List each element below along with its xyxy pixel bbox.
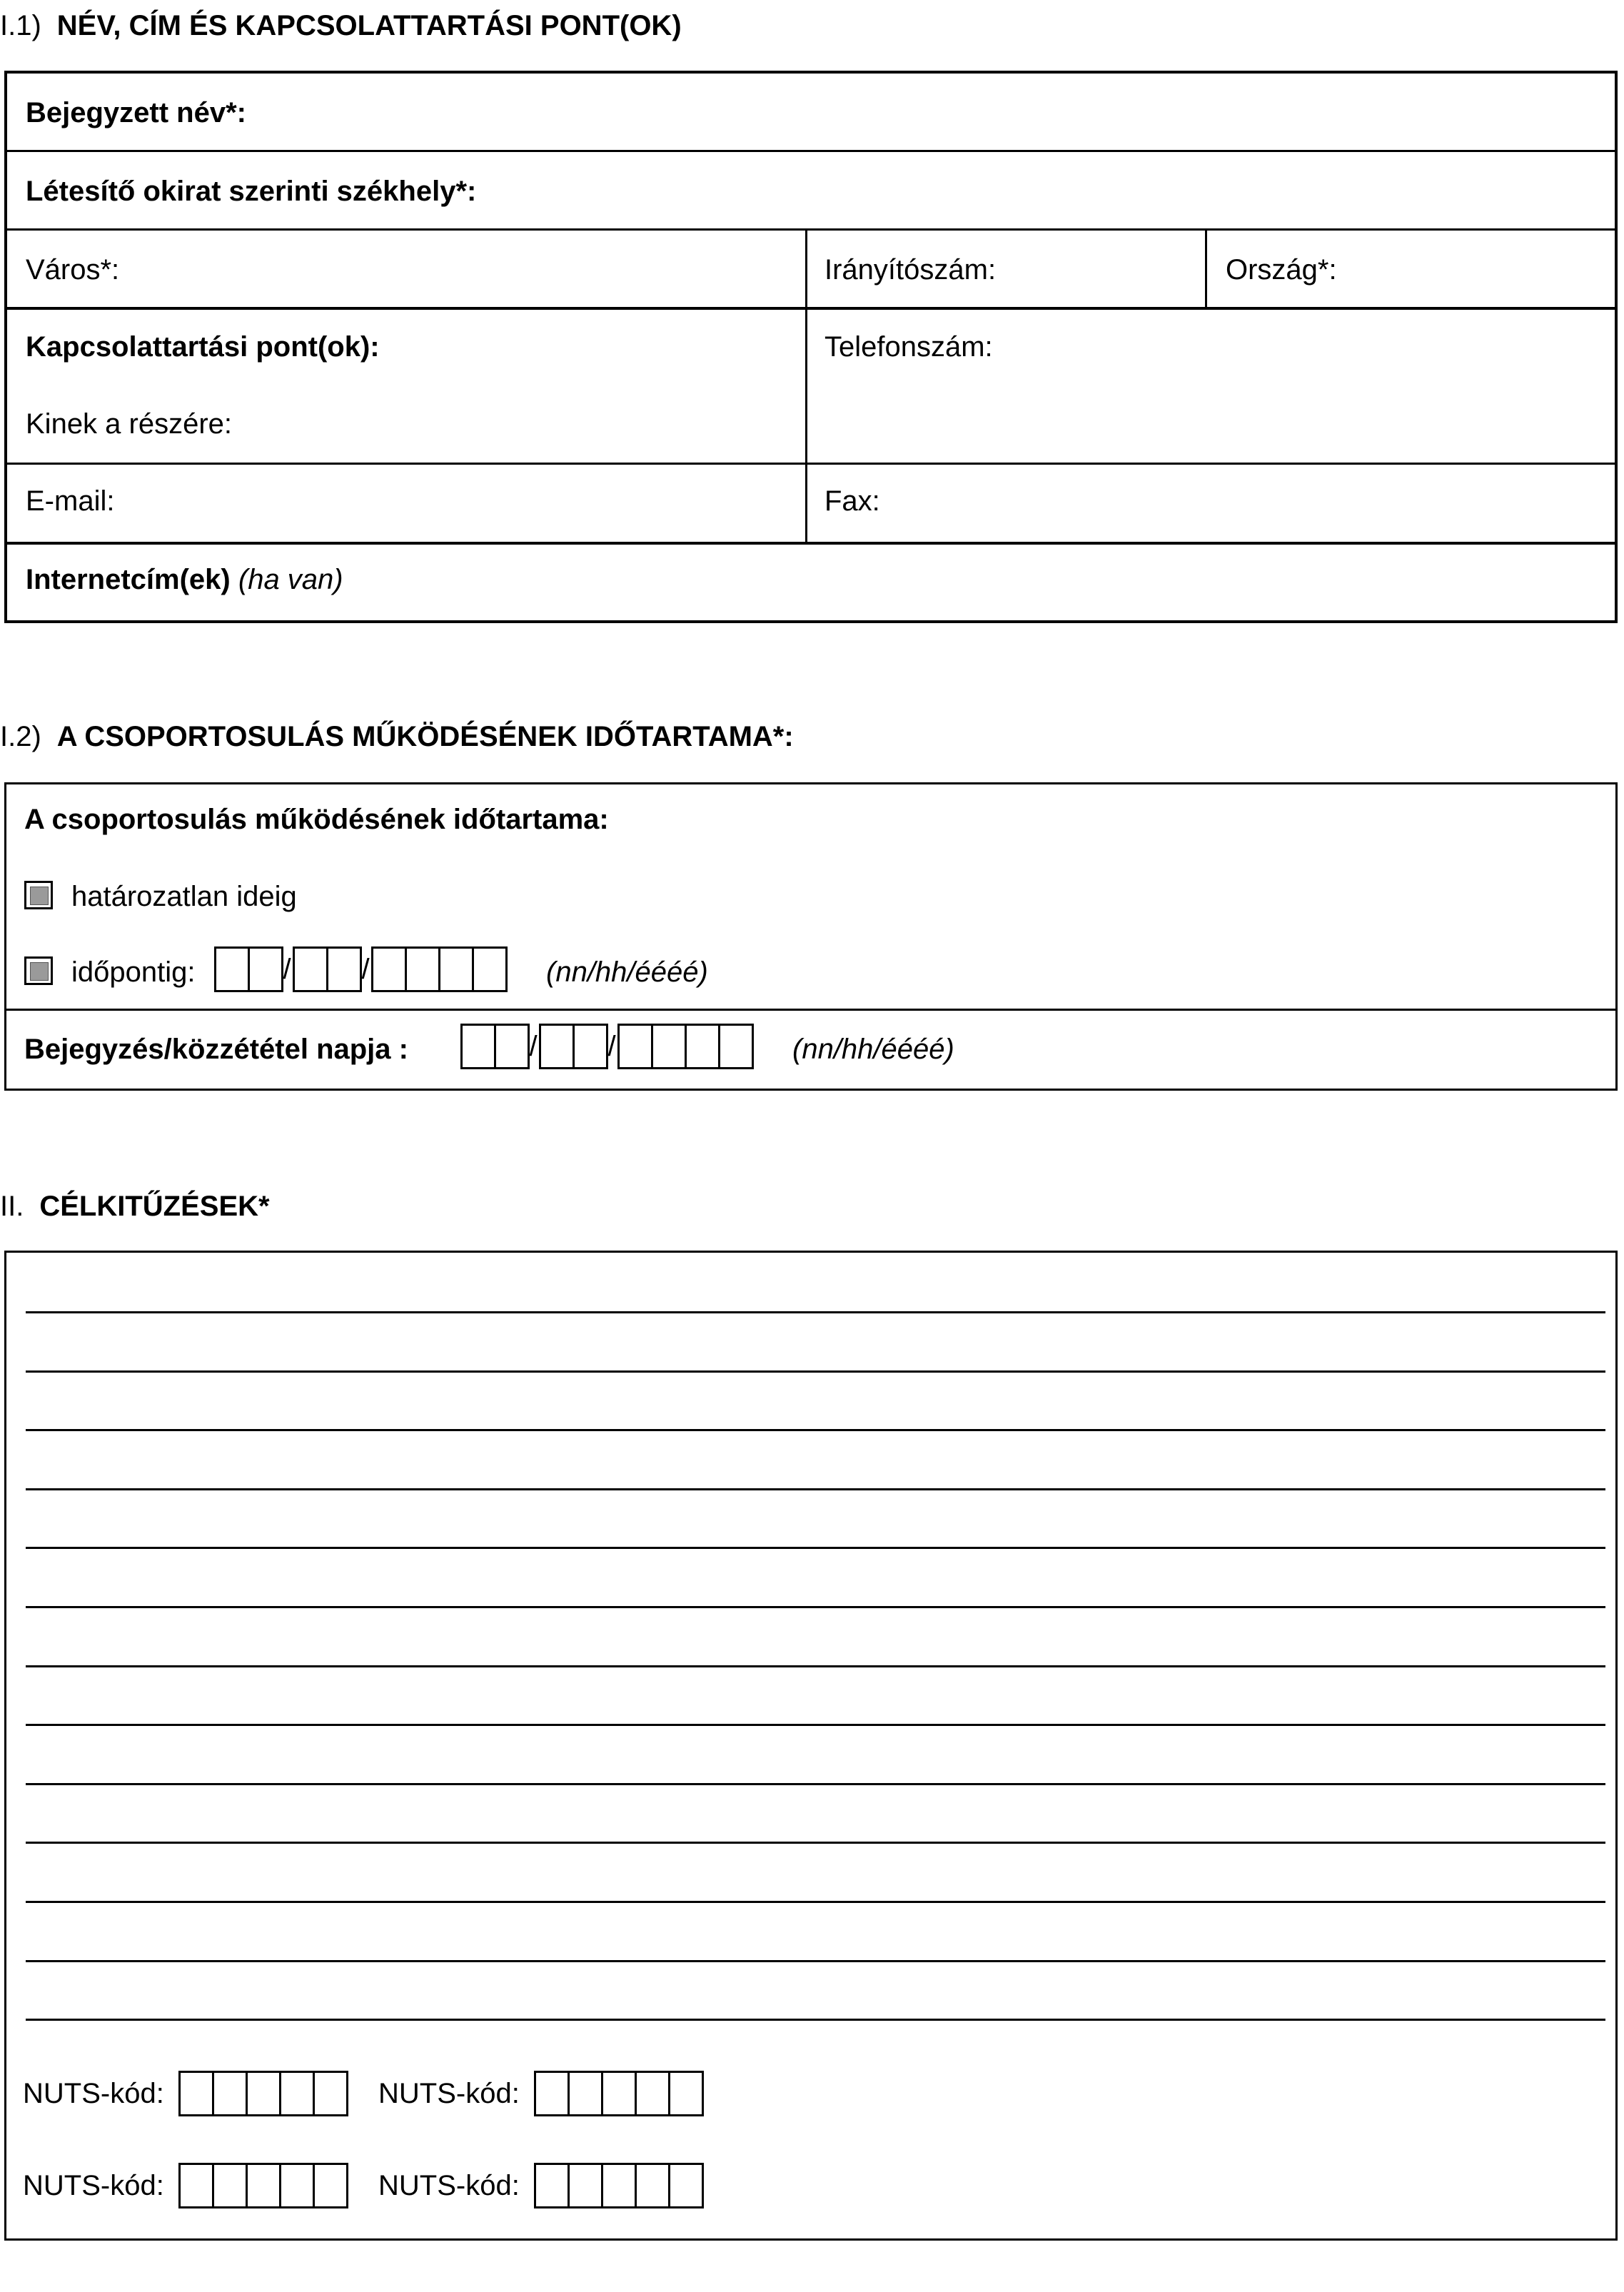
nuts-digit-box[interactable]	[279, 2163, 315, 2208]
writing-line[interactable]	[26, 1724, 1605, 1726]
nuts-digit-box[interactable]	[568, 2071, 603, 2116]
divider	[1205, 228, 1207, 308]
month-digit-box[interactable]	[326, 946, 362, 992]
indefinite-checkbox[interactable]	[24, 881, 53, 909]
nuts-digit-box[interactable]	[246, 2163, 281, 2208]
telephone-field[interactable]: Telefonszám:	[824, 331, 993, 363]
writing-line[interactable]	[26, 1665, 1605, 1667]
nuts-digit-box[interactable]	[212, 2163, 248, 2208]
day-digit-box[interactable]	[214, 946, 250, 992]
writing-line[interactable]	[26, 1901, 1605, 1903]
year-digit-box[interactable]	[371, 946, 407, 992]
internet-label: Internetcím(ek)	[26, 564, 231, 595]
email-field[interactable]: E-mail:	[26, 485, 115, 517]
month-digit-box[interactable]	[539, 1024, 575, 1069]
month-digit-box[interactable]	[293, 946, 328, 992]
writing-line[interactable]	[26, 1488, 1605, 1490]
nuts-digit-box[interactable]	[313, 2163, 348, 2208]
indefinite-label: határozatlan ideig	[71, 881, 297, 912]
registered-name-field[interactable]: Bejegyzett név*:	[26, 97, 246, 128]
until-date-format: (nn/hh/éééé)	[546, 956, 708, 988]
date-separator: /	[607, 1031, 616, 1062]
nuts-digit-box[interactable]	[279, 2071, 315, 2116]
nuts-digit-box[interactable]	[601, 2071, 637, 2116]
writing-line[interactable]	[26, 1606, 1605, 1608]
section-1-title: NÉV, CÍM ÉS KAPCSOLATTARTÁSI PONT(OK)	[56, 10, 682, 41]
day-digit-box[interactable]	[494, 1024, 530, 1069]
duration-label: A csoportosulás működésének időtartama:	[24, 804, 609, 835]
contact-points-label: Kapcsolattartási pont(ok):	[26, 331, 380, 363]
writing-line[interactable]	[26, 1547, 1605, 1549]
divider	[4, 542, 1618, 545]
nuts-digit-box[interactable]	[534, 2071, 570, 2116]
section-2-title: A CSOPORTOSULÁS MŰKÖDÉSÉNEK IDŐTARTAMA*:	[56, 721, 794, 752]
year-digit-box[interactable]	[685, 1024, 720, 1069]
section-1-heading	[0, 10, 682, 42]
nuts-label: NUTS-kód:	[23, 2169, 164, 2201]
registration-date-input[interactable]	[460, 1024, 752, 1069]
registration-date-label: Bejegyzés/közzététel napja :	[24, 1034, 408, 1065]
section-3-title: CÉLKITŰZÉSEK*	[39, 1191, 270, 1222]
nuts-code-field[interactable]	[23, 2071, 346, 2116]
nuts-code-field[interactable]	[378, 2071, 702, 2116]
internet-note: (ha van)	[238, 564, 343, 595]
divider	[4, 1009, 1618, 1011]
nuts-digit-box[interactable]	[668, 2071, 704, 2116]
nuts-digit-box[interactable]	[178, 2071, 214, 2116]
date-separator: /	[529, 1031, 538, 1062]
writing-line[interactable]	[26, 1370, 1605, 1373]
divider	[4, 228, 1618, 231]
nuts-digit-box[interactable]	[178, 2163, 214, 2208]
until-label: időpontig:	[71, 956, 196, 988]
registration-date-format: (nn/hh/éééé)	[792, 1034, 954, 1065]
writing-line[interactable]	[26, 1842, 1605, 1844]
writing-line[interactable]	[26, 1960, 1605, 1962]
divider	[4, 307, 1618, 310]
year-digit-box[interactable]	[651, 1024, 687, 1069]
nuts-label: NUTS-kód:	[23, 2077, 164, 2109]
nuts-digit-box[interactable]	[635, 2163, 670, 2208]
nuts-digit-box[interactable]	[534, 2163, 570, 2208]
month-digit-box[interactable]	[573, 1024, 608, 1069]
fax-field[interactable]: Fax:	[824, 485, 880, 517]
nuts-digit-box[interactable]	[212, 2071, 248, 2116]
date-separator: /	[283, 954, 291, 985]
nuts-digit-box[interactable]	[601, 2163, 637, 2208]
nuts-code-field[interactable]	[378, 2163, 702, 2208]
year-digit-box[interactable]	[405, 946, 440, 992]
until-date-input[interactable]	[214, 946, 505, 992]
nuts-digit-box[interactable]	[635, 2071, 670, 2116]
city-field[interactable]: Város*:	[26, 254, 120, 286]
section-3-number: II.	[0, 1191, 24, 1222]
nuts-label: NUTS-kód:	[378, 2169, 520, 2201]
divider	[805, 228, 807, 543]
day-digit-box[interactable]	[248, 946, 283, 992]
nuts-code-field[interactable]	[23, 2163, 346, 2208]
writing-line[interactable]	[26, 1783, 1605, 1785]
country-field[interactable]: Ország*:	[1226, 254, 1337, 286]
nuts-digit-box[interactable]	[246, 2071, 281, 2116]
day-digit-box[interactable]	[460, 1024, 496, 1069]
until-checkbox[interactable]	[24, 956, 53, 985]
date-separator: /	[361, 954, 370, 985]
divider	[4, 150, 1618, 152]
writing-line[interactable]	[26, 2019, 1605, 2021]
year-digit-box[interactable]	[438, 946, 474, 992]
writing-line[interactable]	[26, 1429, 1605, 1431]
internet-field[interactable]	[26, 565, 343, 594]
nuts-digit-box[interactable]	[313, 2071, 348, 2116]
year-digit-box[interactable]	[718, 1024, 754, 1069]
section-2-heading	[0, 721, 794, 753]
nuts-label: NUTS-kód:	[378, 2077, 520, 2109]
year-digit-box[interactable]	[617, 1024, 653, 1069]
section-2-number: I.2)	[0, 721, 41, 752]
postal-code-field[interactable]: Irányítószám:	[824, 254, 997, 286]
divider	[4, 463, 1618, 465]
writing-line[interactable]	[26, 1311, 1605, 1313]
seat-field[interactable]: Létesítő okirat szerinti székhely*:	[26, 176, 477, 207]
section-1-number: I.1)	[0, 10, 41, 41]
nuts-digit-box[interactable]	[568, 2163, 603, 2208]
year-digit-box[interactable]	[472, 946, 508, 992]
section-3-heading	[0, 1191, 270, 1223]
nuts-digit-box[interactable]	[668, 2163, 704, 2208]
attention-of-field[interactable]: Kinek a részére:	[26, 408, 233, 440]
